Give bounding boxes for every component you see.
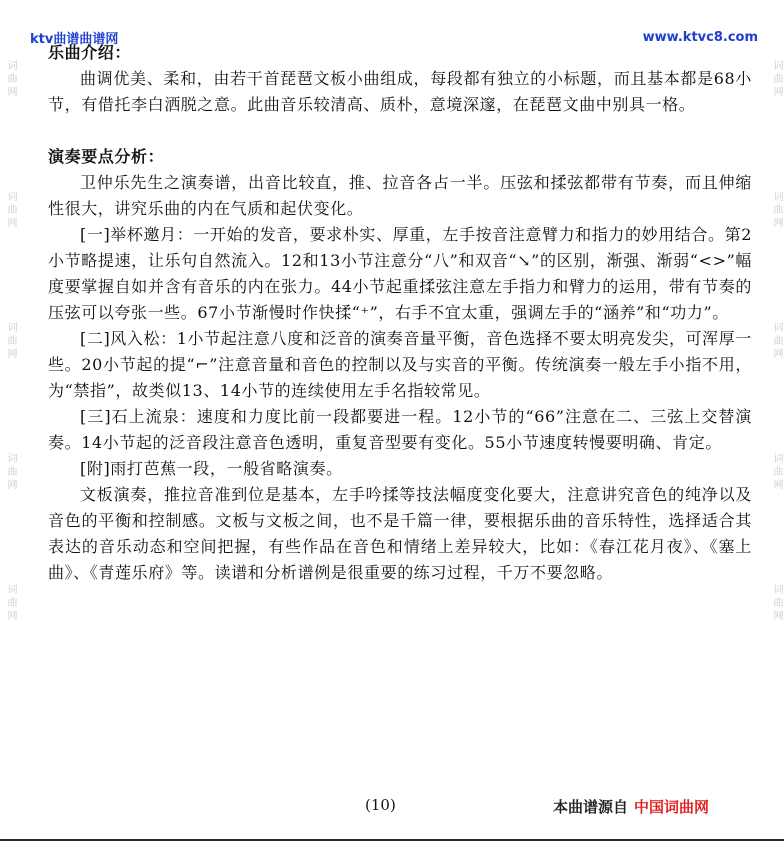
site-label-left[interactable]: ktv曲谱曲谱网 [30, 32, 119, 47]
bottom-divider [0, 839, 784, 841]
watermark-text: 词曲网 [5, 191, 16, 230]
watermark-column-right [768, 60, 782, 623]
site-url-right[interactable]: www.ktvc8.com [642, 30, 758, 45]
watermark-text: 词曲网 [5, 60, 16, 99]
watermark-text: 词曲网 [771, 322, 782, 361]
watermark-column-left [2, 60, 16, 623]
section-heading-intro: 乐曲介绍： [48, 43, 132, 62]
watermark-text: 词曲网 [771, 60, 782, 99]
page-number: (10) [365, 796, 396, 814]
analysis-paragraph-part-2: [二]风入松：1小节起注意八度和泛音的演奏音量平衡，音色选择不要太明亮发尖，可浑厚一些。20小节起的提“⌐”注意音量和音色的控制以及与实音的平衡。传统演奏一般左手小指不用，为“禁指”，故类似13、14小节的连续使用左手名指较常见。 [48, 329, 752, 400]
section-spacer [48, 118, 752, 144]
source-label: 本曲谱源自 [553, 798, 629, 816]
document-body [48, 40, 752, 586]
source-site-link[interactable]: 中国词曲网 [634, 798, 710, 816]
watermark-text: 词曲网 [771, 191, 782, 230]
watermark-text: 词曲网 [5, 322, 16, 361]
analysis-paragraph-summary: 文板演奏，推拉音准到位是基本，左手吟揉等技法幅度变化要大，注意讲究音色的纯净以及音色的平衡和控制感。文板与文板之间，也不是千篇一律，要根据乐曲的音乐特性，选择适合其表达的音乐动态和空间把握，有些作品在音色和情绪上差异较大，比如：《春江花月夜》、《塞上曲》、《青莲乐府》等。读谱和分析谱例是很重要的练习过程，千万不要忽略。 [48, 485, 752, 582]
analysis-paragraph-appendix: [附]雨打芭蕉一段，一般省略演奏。 [80, 459, 343, 478]
section-heading-analysis: 演奏要点分析： [48, 147, 165, 166]
source-credit [553, 796, 709, 817]
analysis-paragraph: 卫仲乐先生之演奏谱，出音比较直，推、拉音各占一半。压弦和揉弦都带有节奏，而且伸缩性很大，讲究乐曲的内在气质和起伏变化。 [48, 173, 752, 218]
watermark-text: 词曲网 [5, 453, 16, 492]
analysis-paragraph-part-1: [一]举杯邀月：一开始的发音，要求朴实、厚重，左手按音注意臂力和指力的妙用结合。第2小节略提速，让乐句自然流入。12和13小节注意分“八”和双音“↘”的区别，渐强、渐弱“<>”幅度要掌握自如并含有音乐的内在张力。44小节起重揉弦注意左手指力和臂力的运用，带有节奏的压弦可以夸张一些。67小节渐慢时作快揉“⁺”，右手不宜太重，强调左手的“涵养”和“功力”。 [48, 225, 752, 322]
watermark-text: 词曲网 [5, 584, 16, 623]
page-footer [0, 794, 784, 822]
analysis-paragraph-part-3: [三]石上流泉：速度和力度比前一段都要进一程。12小节的“66”注意在二、三弦上交替演奏。14小节起的泛音段注意音色透明，重复音型要有变化。55小节速度转慢要明确、肯定。 [48, 407, 752, 452]
watermark-text: 词曲网 [771, 584, 782, 623]
watermark-text: 词曲网 [771, 453, 782, 492]
intro-paragraph: 曲调优美、柔和，由若干首琵琶文板小曲组成，每段都有独立的小标题，而且基本都是68小节，有借托李白洒脱之意。此曲音乐较清高、质朴，意境深邃，在琵琶文曲中别具一格。 [48, 69, 752, 114]
